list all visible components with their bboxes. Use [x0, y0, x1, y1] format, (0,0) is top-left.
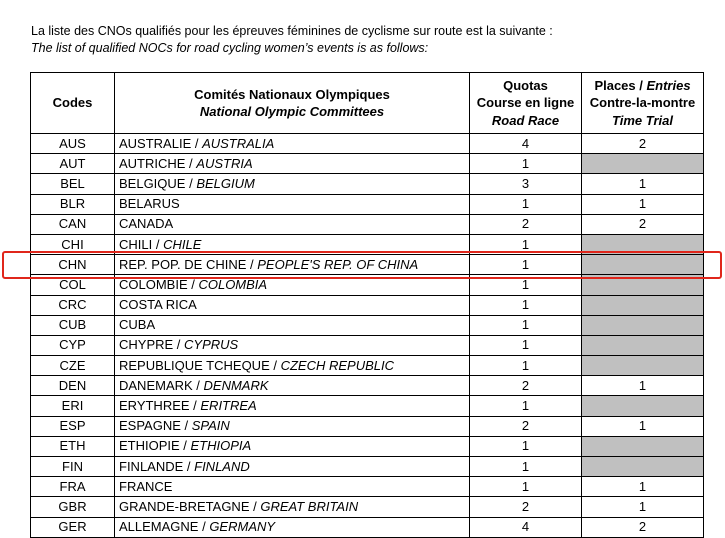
road-race-quota: 1: [470, 436, 582, 456]
noc-name-fr: AUTRICHE /: [119, 155, 197, 171]
noc-code: BEL: [31, 174, 115, 194]
noc-name: [115, 416, 470, 436]
road-race-quota: 1: [470, 275, 582, 295]
noc-code: GER: [31, 517, 115, 537]
noc-name-fr: COSTA RICA: [119, 297, 197, 313]
time-trial-not-applicable: [582, 457, 704, 477]
header-quotas-l2: Course en ligne: [476, 95, 575, 111]
noc-name-en: FINLAND: [194, 458, 250, 474]
road-race-quota: 4: [470, 134, 582, 154]
header-quotas: [470, 73, 582, 134]
header-committees-fr: Comités Nationaux Olympiques: [194, 86, 390, 102]
noc-name-fr: ALLEMAGNE /: [119, 519, 210, 535]
noc-name-fr: CHILI /: [119, 236, 164, 252]
noc-name: [115, 477, 470, 497]
table-row: [31, 457, 704, 477]
noc-code: AUS: [31, 134, 115, 154]
time-trial-entries: 1: [582, 416, 704, 436]
table-row: [31, 234, 704, 254]
noc-name: [115, 497, 470, 517]
road-race-quota: 4: [470, 517, 582, 537]
noc-code: ESP: [31, 416, 115, 436]
noc-name-en: BELGIUM: [196, 175, 255, 191]
noc-code: BLR: [31, 194, 115, 214]
table-row: [31, 134, 704, 154]
noc-name: [115, 234, 470, 254]
noc-name-fr: CHYPRE /: [119, 337, 185, 353]
road-race-quota: 2: [470, 416, 582, 436]
road-race-quota: 1: [470, 396, 582, 416]
noc-name-en: ETHIOPIA: [190, 438, 252, 454]
time-trial-not-applicable: [582, 335, 704, 355]
time-trial-not-applicable: [582, 315, 704, 335]
noc-name-fr: CUBA: [119, 317, 156, 333]
noc-name-en: COLOMBIA: [198, 276, 268, 292]
road-race-quota: 1: [470, 234, 582, 254]
noc-name-fr: REPUBLIQUE TCHEQUE /: [119, 357, 281, 373]
noc-name: [115, 134, 470, 154]
road-race-quota: 1: [470, 335, 582, 355]
noc-name: [115, 376, 470, 396]
noc-code: CUB: [31, 315, 115, 335]
noc-code: CHI: [31, 234, 115, 254]
qualification-table: [30, 72, 704, 538]
road-race-quota: 1: [470, 477, 582, 497]
noc-name-en: PEOPLE'S REP. OF CHINA: [257, 256, 419, 272]
time-trial-entries: 1: [582, 477, 704, 497]
header-places: [582, 73, 704, 134]
header-quotas-en: Road Race: [491, 112, 560, 128]
noc-name-fr: GRANDE-BRETAGNE /: [119, 498, 261, 514]
time-trial-entries: 1: [582, 376, 704, 396]
header-quotas-l1: Quotas: [503, 77, 548, 93]
road-race-quota: 2: [470, 497, 582, 517]
time-trial-not-applicable: [582, 275, 704, 295]
road-race-quota: 3: [470, 174, 582, 194]
noc-name-fr: ERYTHREE /: [119, 398, 201, 414]
road-race-quota: 2: [470, 214, 582, 234]
noc-code: COL: [31, 275, 115, 295]
table-row: [31, 517, 704, 537]
noc-code: CHN: [31, 255, 115, 275]
noc-name: [115, 396, 470, 416]
time-trial-not-applicable: [582, 396, 704, 416]
table-row: [31, 174, 704, 194]
header-tt-en: Time Trial: [612, 112, 673, 128]
header-committees: [115, 73, 470, 134]
time-trial-not-applicable: [582, 295, 704, 315]
noc-name: [115, 154, 470, 174]
time-trial-entries: 1: [582, 194, 704, 214]
road-race-quota: 1: [470, 457, 582, 477]
table-row: [31, 214, 704, 234]
table-row: [31, 335, 704, 355]
noc-name: [115, 457, 470, 477]
noc-name: [115, 295, 470, 315]
table-header-row: [31, 73, 704, 134]
time-trial-not-applicable: [582, 255, 704, 275]
noc-name-fr: FRANCE: [119, 478, 173, 494]
time-trial-entries: 1: [582, 497, 704, 517]
road-race-quota: 1: [470, 194, 582, 214]
time-trial-not-applicable: [582, 356, 704, 376]
road-race-quota: 1: [470, 255, 582, 275]
noc-name-fr: BELARUS: [119, 196, 180, 212]
noc-name-en: AUSTRALIA: [202, 135, 275, 151]
noc-name: [115, 335, 470, 355]
noc-name-fr: CANADA: [119, 216, 174, 232]
time-trial-entries: 2: [582, 134, 704, 154]
noc-name: [115, 315, 470, 335]
table-row: [31, 436, 704, 456]
noc-code: CAN: [31, 214, 115, 234]
noc-name-fr: FINLANDE /: [119, 458, 195, 474]
table-row: [31, 396, 704, 416]
intro-french: La liste des CNOs qualifiés pour les épreuves féminines de cyclisme sur route est la suivante :: [31, 24, 553, 38]
header-codes: Codes: [31, 73, 115, 134]
table-row: [31, 194, 704, 214]
noc-name: [115, 275, 470, 295]
noc-code: CYP: [31, 335, 115, 355]
header-committees-en: National Olympic Committees: [199, 104, 385, 119]
time-trial-not-applicable: [582, 234, 704, 254]
table-row: [31, 376, 704, 396]
time-trial-entries: 1: [582, 174, 704, 194]
noc-name: [115, 356, 470, 376]
noc-name-en: GERMANY: [209, 519, 276, 535]
time-trial-entries: 2: [582, 517, 704, 537]
noc-code: CZE: [31, 356, 115, 376]
noc-name-en: CHILE: [163, 236, 202, 252]
noc-name-en: SPAIN: [191, 418, 230, 434]
noc-name-fr: DANEMARK /: [119, 377, 204, 393]
noc-name: [115, 517, 470, 537]
noc-name-fr: ETHIOPIE /: [119, 438, 191, 454]
noc-code: CRC: [31, 295, 115, 315]
noc-name-fr: REP. POP. DE CHINE /: [119, 256, 258, 272]
header-tt-fr: Contre-la-montre: [589, 95, 696, 111]
time-trial-entries: 2: [582, 214, 704, 234]
road-race-quota: 2: [470, 376, 582, 396]
noc-name-fr: COLOMBIE /: [119, 276, 199, 292]
noc-name-en: CZECH REPUBLIC: [280, 357, 394, 373]
time-trial-not-applicable: [582, 154, 704, 174]
table-row: [31, 356, 704, 376]
noc-name-fr: BELGIQUE /: [119, 175, 197, 191]
noc-code: FRA: [31, 477, 115, 497]
table-row: [31, 275, 704, 295]
table-row: [31, 154, 704, 174]
noc-name-fr: ESPAGNE /: [119, 418, 192, 434]
table-row: [31, 295, 704, 315]
road-race-quota: 1: [470, 295, 582, 315]
noc-name: [115, 214, 470, 234]
noc-name-en: DENMARK: [203, 377, 269, 393]
road-race-quota: 1: [470, 356, 582, 376]
noc-code: GBR: [31, 497, 115, 517]
noc-name: [115, 436, 470, 456]
table-row: [31, 477, 704, 497]
noc-name: [115, 255, 470, 275]
noc-name-en: ERITREA: [200, 398, 257, 414]
noc-code: FIN: [31, 457, 115, 477]
table-row: [31, 315, 704, 335]
intro-english: The list of qualified NOCs for road cycling women’s events is as follows:: [31, 41, 429, 55]
table-row: [31, 497, 704, 517]
table-row: [31, 416, 704, 436]
noc-code: AUT: [31, 154, 115, 174]
intro-text: [31, 23, 553, 57]
noc-name-en: GREAT BRITAIN: [260, 498, 359, 514]
noc-code: ETH: [31, 436, 115, 456]
noc-name-fr: AUSTRALIE /: [119, 135, 203, 151]
noc-name-en: CYPRUS: [184, 337, 239, 353]
noc-code: DEN: [31, 376, 115, 396]
noc-name: [115, 174, 470, 194]
noc-name: [115, 194, 470, 214]
noc-code: ERI: [31, 396, 115, 416]
table-row: [31, 255, 704, 275]
noc-name-en: AUSTRIA: [196, 155, 253, 171]
time-trial-not-applicable: [582, 436, 704, 456]
header-places-l1: Places / Entries: [594, 77, 691, 93]
road-race-quota: 1: [470, 315, 582, 335]
road-race-quota: 1: [470, 154, 582, 174]
